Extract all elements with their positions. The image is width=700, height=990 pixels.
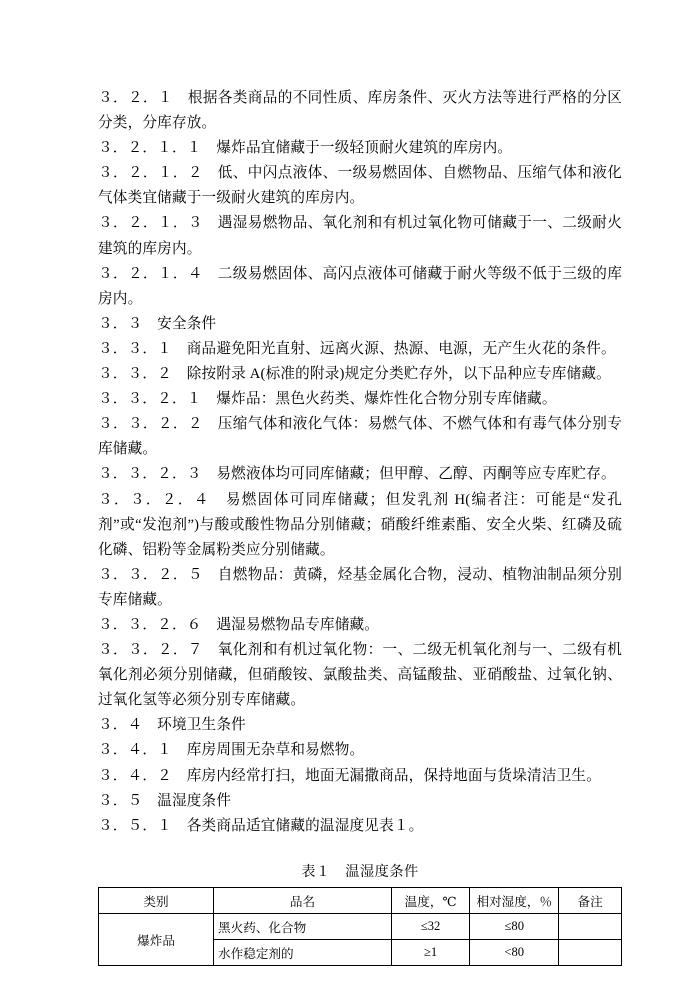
- cell-humidity: ≤80: [470, 913, 559, 939]
- paragraph: ３．５．１ 各类商品适宜储藏的温湿度见表１。: [98, 817, 424, 834]
- paragraph: ３．３．２．４ 易燃固体可同库储藏；但发乳剂 H(编者注：可能是“发孔剂”或“发泡剂”)与酸或酸性物品分别储藏；硝酸纤维素酯、安全火柴、红磷及硫化磷、铝粉等金属粉类应分别储藏。: [98, 491, 622, 558]
- table-caption: 表１ 温湿度条件: [301, 863, 419, 880]
- paragraph: ３．４．１ 库房周围无杂草和易燃物。: [98, 742, 365, 759]
- section-heading: ３．３ 安全条件: [98, 315, 217, 332]
- paragraph: ３．２．１．１ 爆炸品宜储藏于一级轻顶耐火建筑的库房内。: [98, 140, 513, 157]
- paragraph: ３．２．１．３ 遇湿易燃物品、氧化剂和有机过氧化物可储藏于一、二级耐火建筑的库房内。: [98, 215, 622, 257]
- table-header-row: [99, 887, 622, 913]
- paragraph: ３．３．２．２ 压缩气体和液化气体：易燃气体、不燃气体和有毒气体分别专库储藏。: [98, 416, 622, 458]
- temperature-humidity-table: [98, 887, 622, 966]
- cell-item-name: 水作稳定剂的: [214, 939, 392, 965]
- paragraph: ３．２．１．４ 二级易燃固体、高闪点液体可储藏于耐火等级不低于三级的库房内。: [98, 265, 622, 307]
- paragraph: ３．２．１．２ 低、中闪点液体、一级易燃固体、自燃物品、压缩气体和液化气体类宜储藏于一级耐火建筑的库房内。: [98, 165, 622, 207]
- paragraph: ３．３．２．１ 爆炸品：黑色火药类、爆炸性化合物分别专库储藏。: [98, 391, 557, 408]
- column-header-note: 备注: [559, 887, 622, 913]
- section-heading: ３．５ 温湿度条件: [98, 792, 232, 809]
- column-header-humidity: 相对湿度，％: [470, 887, 559, 913]
- body-text: [98, 86, 622, 839]
- column-header-temperature: 温度，℃: [391, 887, 469, 913]
- paragraph: ３．３．２．３ 易燃液体均可同库储藏；但甲醇、乙醇、丙酮等应专库贮存。: [98, 466, 616, 483]
- cell-note: [559, 939, 622, 965]
- paragraph: ３．３．２ 除按附录 A(标准的附录)规定分类贮存外，以下品种应专库储藏。: [98, 366, 611, 383]
- section-heading: ３．４ 环境卫生条件: [98, 717, 246, 734]
- cell-category: 爆炸品: [99, 913, 214, 965]
- cell-item-name: 黑火药、化合物: [214, 913, 392, 939]
- paragraph: ３．３．２．７ 氧化剂和有机过氧化物：一、二级无机氧化剂与一、二级有机氧化剂必须分别储藏，但硝酸铵、氯酸盐类、高锰酸盐、亚硝酸盐、过氧化钠、过氧化氢等必须分别专库储藏。: [98, 642, 622, 709]
- paragraph: ３．３．２．６ 遇湿易燃物品专库储藏。: [98, 616, 380, 633]
- cell-temperature: ≥1: [391, 939, 469, 965]
- column-header-item: 品名: [214, 887, 392, 913]
- paragraph: ３．２．１ 根据各类商品的不同性质、库房条件、灭火方法等进行严格的分区分类，分库存放。: [98, 90, 622, 132]
- column-header-type: 类别: [99, 887, 214, 913]
- table-row: [99, 913, 622, 939]
- paragraph: ３．３．２．５ 自燃物品：黄磷，烃基金属化合物，浸动、植物油制品须分别专库储藏。: [98, 566, 622, 608]
- cell-note: [559, 913, 622, 939]
- paragraph: ３．３．１ 商品避免阳光直射、远离火源、热源、电源，无产生火花的条件。: [98, 340, 616, 357]
- cell-temperature: ≤32: [391, 913, 469, 939]
- cell-humidity: <80: [470, 939, 559, 965]
- paragraph: ３．４．２ 库房内经常打扫，地面无漏撒商品，保持地面与货垛清洁卫生。: [98, 767, 601, 784]
